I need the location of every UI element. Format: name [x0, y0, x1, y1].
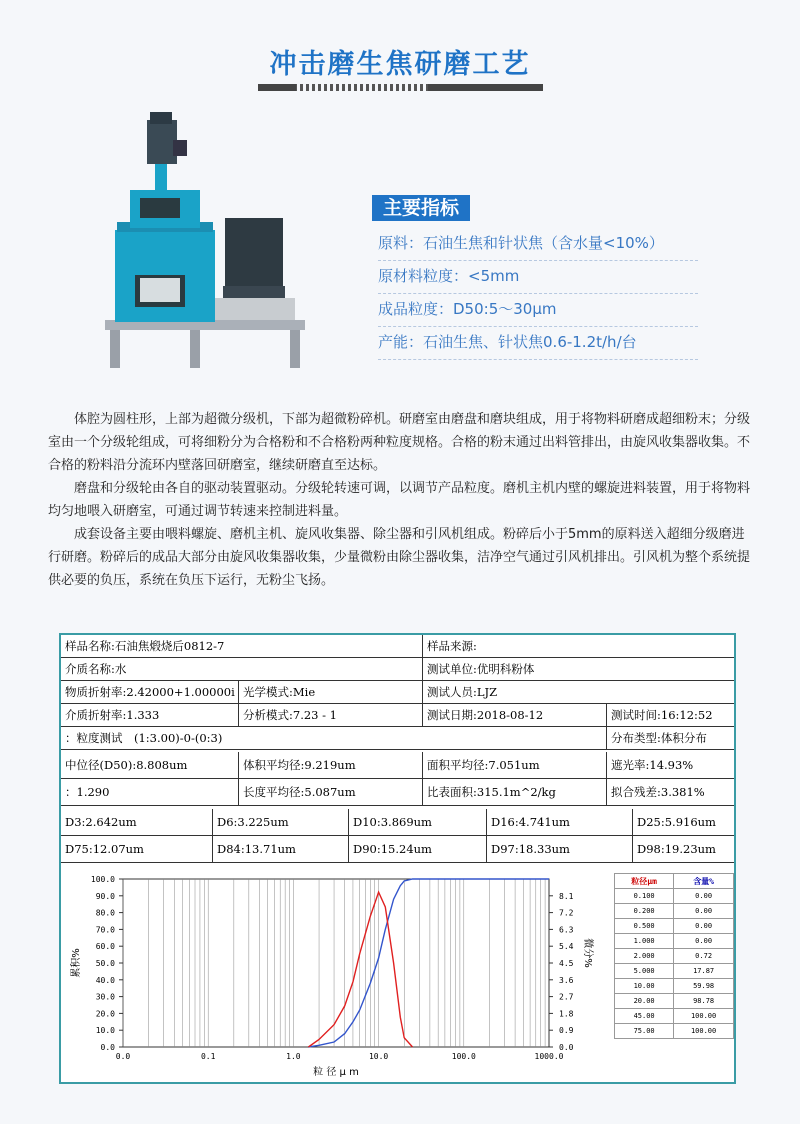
table-cell: 17.87 [674, 964, 734, 979]
table-row [615, 1009, 734, 1024]
table-cell: 2.000 [615, 949, 674, 964]
table-row [615, 994, 734, 1009]
spec-heading: 主要指标 [372, 195, 470, 221]
y-tick-label: 50.0 [95, 959, 115, 968]
title-underline [258, 84, 543, 91]
y2-tick-label: 4.5 [559, 959, 574, 968]
test-report [59, 633, 736, 1084]
impact-mill-image [95, 110, 325, 370]
size-table [614, 873, 734, 1039]
table-row [615, 889, 734, 904]
table-row [615, 949, 734, 964]
x-axis-label: 粒 径 μ m [313, 1067, 359, 1078]
test-time: 测试时间:16:12:52 [611, 708, 713, 722]
sample-name: 样品名称:石油焦煅烧后0812-7 [61, 635, 423, 657]
y-tick-label: 90.0 [95, 891, 115, 901]
table-cell: 1.000 [615, 934, 674, 949]
table-row [615, 904, 734, 919]
test-config: ：粒度测试 (1:3.00)-0-(0:3) [61, 727, 607, 749]
report-row [61, 836, 734, 863]
y2-tick-label: 0.0 [559, 1043, 574, 1052]
y-tick-label: 30.0 [95, 992, 115, 1002]
table-row [615, 919, 734, 934]
d-value: D3:2.642um [61, 809, 213, 835]
table-header: 粒径μm [615, 874, 674, 889]
y-tick-label: 20.0 [95, 1009, 115, 1019]
report-row [61, 752, 734, 779]
x-tick-label: 0.0 [115, 1052, 131, 1061]
refractive-index: 物质折射率:2.42000+1.00000i [61, 681, 239, 703]
d-value: D90:15.24um [349, 836, 487, 862]
table-cell: 5.000 [615, 964, 674, 979]
spec-raw-material: 原料：石油生焦和针状焦（含水量<10%） [378, 228, 698, 261]
obscuration: 遮光率:14.93% [611, 758, 694, 772]
table-row [615, 934, 734, 949]
y2-tick-label: 1.8 [559, 1009, 574, 1019]
y-tick-label: 80.0 [95, 908, 115, 918]
spec-input-size: 原材料粒度：<5mm [378, 261, 698, 294]
medium-name: 介质名称:水 [61, 658, 423, 680]
spec-list [378, 228, 698, 360]
test-unit: 测试单位:优明科粉体 [427, 662, 535, 676]
d50: 中位径(D50):8.808um [61, 752, 239, 778]
report-row [61, 635, 734, 658]
y-axis-label: 累积% [71, 948, 82, 978]
table-cell: 100.00 [674, 1024, 734, 1039]
area-mean: 面积平均径:7.051um [423, 752, 607, 778]
table-cell: 0.00 [674, 919, 734, 934]
y2-tick-label: 7.2 [559, 908, 574, 918]
table-cell: 0.00 [674, 934, 734, 949]
table-cell: 20.00 [615, 994, 674, 1009]
report-row [61, 727, 734, 750]
table-row [615, 964, 734, 979]
y2-tick-label: 2.7 [559, 992, 574, 1002]
d-value: D16:4.741um [487, 809, 633, 835]
table-row [615, 979, 734, 994]
d-value: D84:13.71um [213, 836, 349, 862]
length-mean: 长度平均径:5.087um [239, 779, 423, 805]
table-cell: 100.00 [674, 1009, 734, 1024]
table-cell: 45.00 [615, 1009, 674, 1024]
x-tick-label: 0.1 [200, 1052, 216, 1061]
span: ：1.290 [61, 779, 239, 805]
y-tick-label: 10.0 [95, 1026, 115, 1036]
y-tick-label: 40.0 [95, 975, 115, 985]
table-cell: 10.00 [615, 979, 674, 994]
d-value: D6:3.225um [213, 809, 349, 835]
table-cell: 98.78 [674, 994, 734, 1009]
y2-tick-label: 6.3 [559, 925, 574, 935]
y-tick-label: 70.0 [95, 925, 115, 935]
d-value: D75:12.07um [61, 836, 213, 862]
x-tick-label: 1000.0 [534, 1052, 564, 1061]
report-row [61, 779, 734, 806]
fit-residual: 拟合残差:3.381% [611, 785, 705, 799]
y-tick-label: 0.0 [100, 1043, 115, 1052]
paragraph: 成套设备主要由喂料螺旋、磨机主机、旋风收集器、除尘器和引风机组成。粉碎后小于5mm的原料送入超细分级磨进行研磨。粉碎后的成品大部分由旋风收集器收集，少量微粉由除尘器收集，洁净空气通过引风机排出。引风机为整个系统提供必要的负压，系统在负压下运行，无粉尘飞扬。 [48, 527, 751, 588]
y-tick-label: 60.0 [95, 942, 115, 952]
x-tick-label: 1.0 [286, 1052, 301, 1061]
table-cell: 0.00 [674, 889, 734, 904]
d-value: D25:5.916um [637, 815, 716, 829]
table-cell: 0.72 [674, 949, 734, 964]
optical-mode: 光学模式:Mie [239, 681, 423, 703]
distribution-chart [61, 867, 734, 1082]
page-title: 冲击磨生焦研磨工艺 [269, 49, 531, 80]
test-date: 测试日期:2018-08-12 [423, 704, 607, 726]
differential-curve [308, 892, 412, 1047]
table-cell: 0.500 [615, 919, 674, 934]
report-row [61, 809, 734, 836]
d-value: D98:19.23um [637, 842, 716, 856]
spec-output-size: 成品粒度：D50:5～30μm [378, 294, 698, 327]
tester: 测试人员:LJZ [427, 685, 498, 699]
spec-capacity: 产能：石油生焦、针状焦0.6-1.2t/h/台 [378, 327, 698, 360]
report-row [61, 704, 734, 727]
report-row [61, 658, 734, 681]
y2-tick-label: 5.4 [559, 942, 574, 952]
sample-source: 样品来源: [427, 639, 477, 653]
d-value: D97:18.33um [487, 836, 633, 862]
description [48, 408, 752, 592]
table-cell: 0.100 [615, 889, 674, 904]
table-cell: 59.98 [674, 979, 734, 994]
medium-refractive-index: 介质折射率:1.333 [61, 704, 239, 726]
table-cell: 75.00 [615, 1024, 674, 1039]
table-row [615, 1024, 734, 1039]
specific-surface: 比表面积:315.1m^2/kg [423, 779, 607, 805]
x-tick-label: 10.0 [368, 1052, 389, 1061]
y2-tick-label: 3.6 [559, 975, 574, 985]
y2-axis-label: 微分% [582, 938, 593, 968]
y-tick-label: 100.0 [90, 875, 115, 884]
table-cell: 0.200 [615, 904, 674, 919]
y2-tick-label: 0.9 [559, 1026, 574, 1036]
paragraph: 磨盘和分级轮由各自的驱动装置驱动。分级轮转速可调，以调节产品粒度。磨机主机内壁的螺旋进料装置，用于将物料均匀地喂入研磨室，可通过调节转速来控制进料量。 [48, 481, 751, 519]
analysis-mode: 分析模式:7.23 - 1 [239, 704, 423, 726]
distribution-type: 分布类型:体积分布 [611, 731, 707, 745]
x-tick-label: 100.0 [451, 1052, 476, 1061]
paragraph: 体腔为圆柱形，上部为超微分级机，下部为超微粉碎机。研磨室由磨盘和磨块组成，用于将物料研磨成超细粉末；分级室由一个分级轮组成，可将细粉分为合格粉和不合格粉两种粒度规格。合格的粉末通过出料管排出，由旋风收集器收集。不合格的粉料沿分流环内壁落回研磨室，继续研磨直至达标。 [48, 412, 751, 473]
y2-tick-label: 8.1 [559, 891, 574, 901]
d-value: D10:3.869um [349, 809, 487, 835]
volume-mean: 体积平均径:9.219um [239, 752, 423, 778]
report-row [61, 681, 734, 704]
table-header: 含量% [674, 874, 734, 889]
chart-svg [61, 867, 606, 1079]
table-cell: 0.00 [674, 904, 734, 919]
